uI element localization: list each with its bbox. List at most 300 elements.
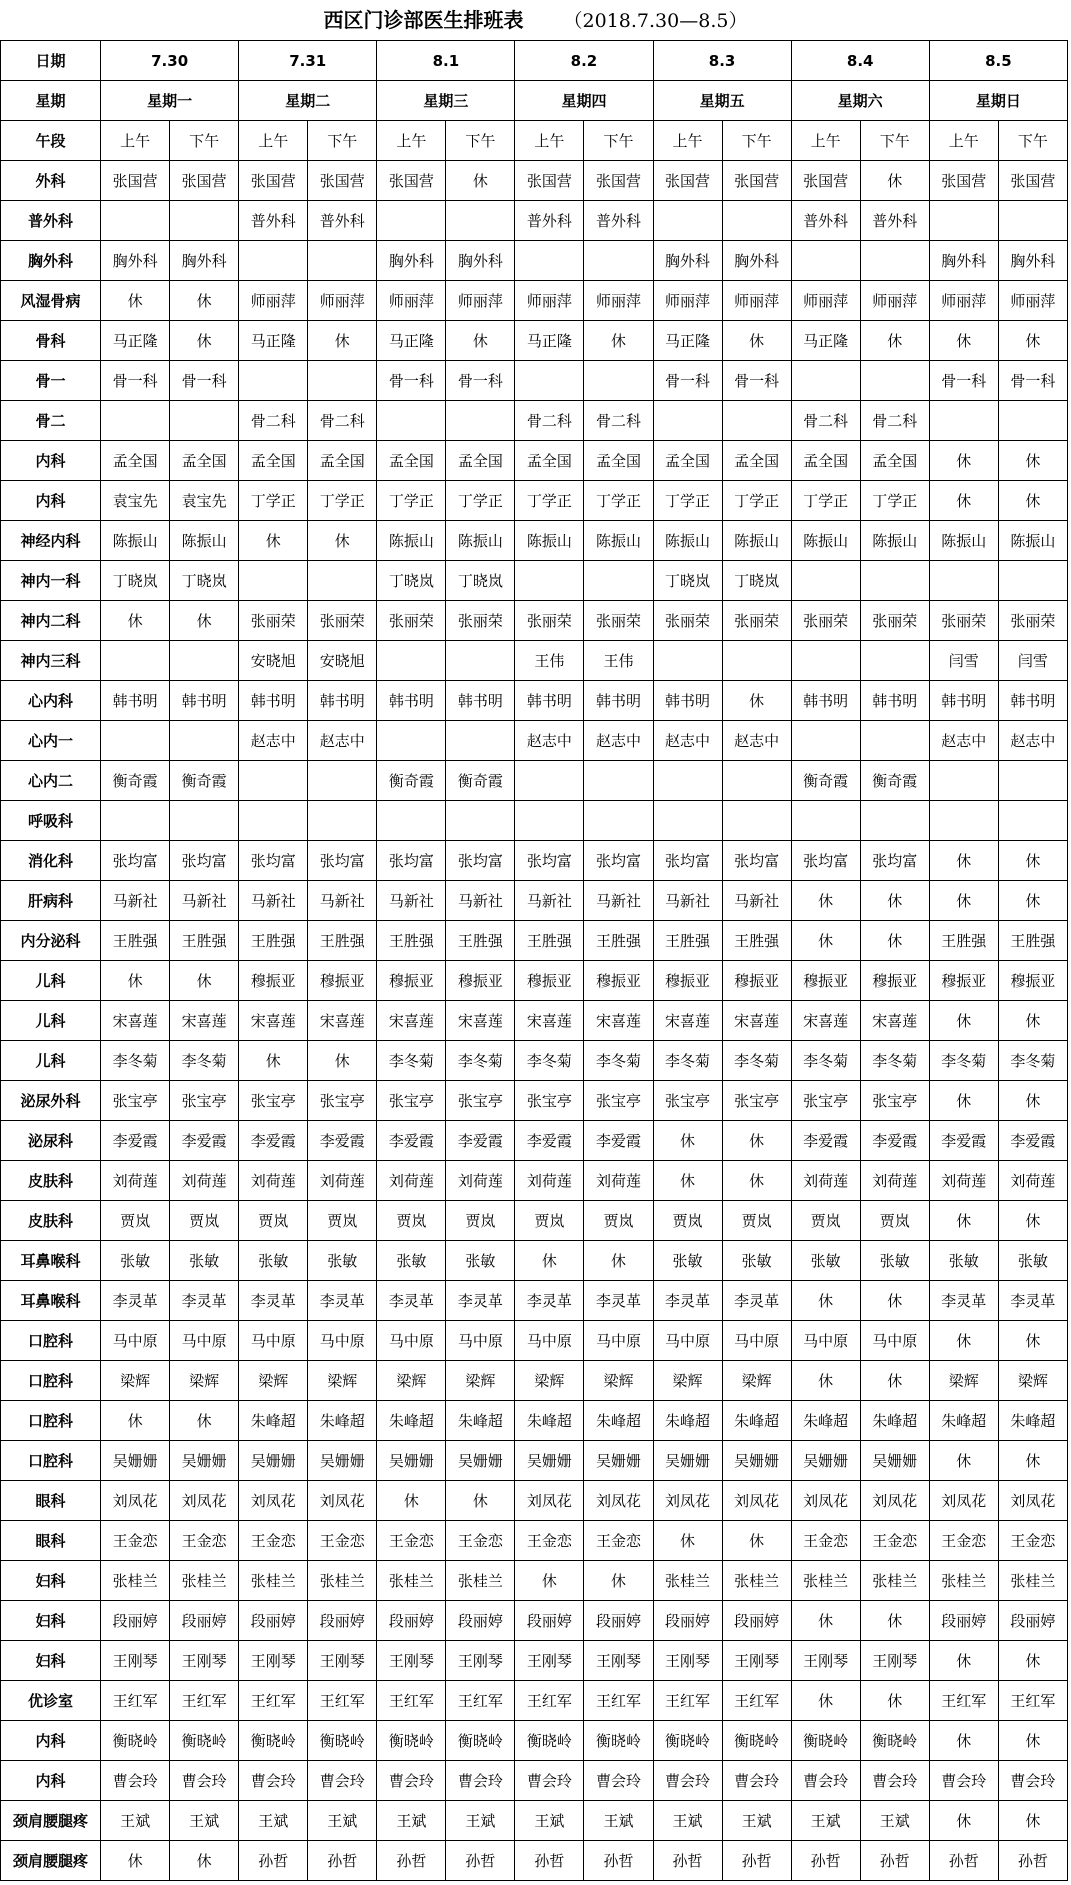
- schedule-cell: 休: [791, 881, 860, 921]
- schedule-cell: [239, 241, 308, 281]
- schedule-cell: 张国营: [170, 161, 239, 201]
- schedule-cell: [446, 401, 515, 441]
- schedule-cell: 休: [860, 1681, 929, 1721]
- period-am: 上午: [377, 121, 446, 161]
- schedule-cell: 休: [308, 321, 377, 361]
- schedule-cell: 休: [170, 321, 239, 361]
- schedule-cell: 刘荷莲: [515, 1161, 584, 1201]
- schedule-cell: [446, 641, 515, 681]
- table-row: [1, 601, 1068, 641]
- schedule-cell: 休: [170, 961, 239, 1001]
- schedule-cell: 刘凤花: [584, 1481, 653, 1521]
- schedule-cell: [929, 761, 998, 801]
- schedule-cell: 张敏: [653, 1241, 722, 1281]
- schedule-cell: [653, 201, 722, 241]
- schedule-cell: 张桂兰: [791, 1561, 860, 1601]
- schedule-cell: 韩书明: [860, 681, 929, 721]
- schedule-cell: 骨一科: [101, 361, 170, 401]
- schedule-cell: 丁学正: [722, 481, 791, 521]
- table-row: [1, 481, 1068, 521]
- schedule-cell: 休: [653, 1121, 722, 1161]
- schedule-cell: 闫雪: [998, 641, 1067, 681]
- schedule-cell: 刘荷莲: [791, 1161, 860, 1201]
- schedule-cell: [584, 361, 653, 401]
- schedule-cell: 师丽萍: [929, 281, 998, 321]
- schedule-cell: [515, 801, 584, 841]
- schedule-cell: 孙哲: [515, 1841, 584, 1881]
- schedule-cell: 刘凤花: [239, 1481, 308, 1521]
- schedule-cell: 王红军: [308, 1681, 377, 1721]
- schedule-cell: 丁学正: [860, 481, 929, 521]
- schedule-cell: 王金恋: [101, 1521, 170, 1561]
- schedule-cell: 张均富: [101, 841, 170, 881]
- schedule-cell: 张桂兰: [929, 1561, 998, 1601]
- table-row: [1, 281, 1068, 321]
- schedule-cell: 王胜强: [929, 921, 998, 961]
- schedule-cell: [860, 721, 929, 761]
- schedule-cell: 休: [584, 1561, 653, 1601]
- schedule-cell: 衡晓岭: [515, 1721, 584, 1761]
- period-am: 上午: [515, 121, 584, 161]
- department-label: 风湿骨病: [1, 281, 101, 321]
- schedule-cell: 张宝亭: [722, 1081, 791, 1121]
- schedule-cell: 休: [860, 881, 929, 921]
- schedule-cell: 宋喜莲: [722, 1001, 791, 1041]
- schedule-cell: 曹会玲: [170, 1761, 239, 1801]
- schedule-cell: 张国营: [653, 161, 722, 201]
- schedule-cell: 陈振山: [584, 521, 653, 561]
- page-title: [0, 0, 1071, 40]
- schedule-cell: 普外科: [584, 201, 653, 241]
- schedule-cell: 普外科: [239, 201, 308, 241]
- schedule-cell: 孟全国: [170, 441, 239, 481]
- schedule-cell: 王金恋: [584, 1521, 653, 1561]
- schedule-cell: 梁辉: [653, 1361, 722, 1401]
- table-row: [1, 1401, 1068, 1441]
- table-row: [1, 1241, 1068, 1281]
- schedule-cell: 休: [929, 1201, 998, 1241]
- date-cell: 7.30: [101, 41, 239, 81]
- schedule-cell: 胸外科: [446, 241, 515, 281]
- table-row: [1, 1841, 1068, 1881]
- schedule-cell: 吴姗姗: [515, 1441, 584, 1481]
- schedule-cell: 朱峰超: [377, 1401, 446, 1441]
- schedule-cell: 马新社: [101, 881, 170, 921]
- schedule-cell: 休: [308, 521, 377, 561]
- schedule-cell: 马中原: [791, 1321, 860, 1361]
- period-row: [1, 121, 1068, 161]
- schedule-cell: 李爱霞: [998, 1121, 1067, 1161]
- department-label: 内科: [1, 1761, 101, 1801]
- schedule-cell: [722, 641, 791, 681]
- schedule-cell: 休: [584, 1241, 653, 1281]
- date-range: （2018.7.30—8.5）: [563, 10, 748, 32]
- schedule-cell: 陈振山: [998, 521, 1067, 561]
- schedule-cell: 贾岚: [584, 1201, 653, 1241]
- schedule-cell: 张均富: [308, 841, 377, 881]
- schedule-cell: 师丽萍: [515, 281, 584, 321]
- schedule-cell: [170, 401, 239, 441]
- period-label: 午段: [1, 121, 101, 161]
- schedule-cell: 韩书明: [308, 681, 377, 721]
- schedule-cell: 朱峰超: [860, 1401, 929, 1441]
- schedule-cell: 李灵革: [446, 1281, 515, 1321]
- schedule-cell: 朱峰超: [929, 1401, 998, 1441]
- schedule-cell: 孙哲: [929, 1841, 998, 1881]
- schedule-cell: 张国营: [101, 161, 170, 201]
- schedule-cell: 陈振山: [101, 521, 170, 561]
- schedule-cell: 张丽荣: [653, 601, 722, 641]
- department-label: 神内三科: [1, 641, 101, 681]
- schedule-cell: 骨一科: [722, 361, 791, 401]
- schedule-cell: 梁辉: [170, 1361, 239, 1401]
- schedule-cell: 师丽萍: [584, 281, 653, 321]
- schedule-cell: 张宝亭: [653, 1081, 722, 1121]
- period-am: 上午: [653, 121, 722, 161]
- schedule-cell: [515, 561, 584, 601]
- schedule-cell: [239, 561, 308, 601]
- schedule-cell: 宋喜莲: [239, 1001, 308, 1041]
- schedule-cell: [101, 201, 170, 241]
- schedule-cell: 张宝亭: [446, 1081, 515, 1121]
- schedule-cell: 胸外科: [929, 241, 998, 281]
- table-row: [1, 761, 1068, 801]
- schedule-cell: 王红军: [929, 1681, 998, 1721]
- schedule-cell: 张国营: [722, 161, 791, 201]
- schedule-cell: [170, 801, 239, 841]
- schedule-cell: 王胜强: [170, 921, 239, 961]
- schedule-cell: 休: [101, 281, 170, 321]
- schedule-cell: 刘荷莲: [239, 1161, 308, 1201]
- schedule-cell: 衡奇霞: [446, 761, 515, 801]
- schedule-cell: 吴姗姗: [722, 1441, 791, 1481]
- schedule-cell: 陈振山: [653, 521, 722, 561]
- schedule-cell: 普外科: [791, 201, 860, 241]
- date-label: 日期: [1, 41, 101, 81]
- schedule-cell: 张均富: [860, 841, 929, 881]
- schedule-cell: 李爱霞: [860, 1121, 929, 1161]
- schedule-cell: 休: [998, 1641, 1067, 1681]
- schedule-cell: 赵志中: [653, 721, 722, 761]
- period-am: 上午: [791, 121, 860, 161]
- department-label: 泌尿外科: [1, 1081, 101, 1121]
- schedule-cell: [791, 801, 860, 841]
- schedule-cell: [170, 201, 239, 241]
- schedule-cell: [308, 361, 377, 401]
- schedule-cell: 骨二科: [515, 401, 584, 441]
- schedule-cell: 赵志中: [722, 721, 791, 761]
- schedule-cell: 赵志中: [308, 721, 377, 761]
- period-pm: 下午: [446, 121, 515, 161]
- schedule-cell: 王红军: [515, 1681, 584, 1721]
- schedule-cell: 张国营: [239, 161, 308, 201]
- schedule-cell: 张国营: [308, 161, 377, 201]
- department-label: 妇科: [1, 1561, 101, 1601]
- schedule-cell: 李灵革: [998, 1281, 1067, 1321]
- schedule-cell: 师丽萍: [377, 281, 446, 321]
- schedule-cell: [308, 561, 377, 601]
- schedule-cell: 王伟: [584, 641, 653, 681]
- schedule-cell: [239, 361, 308, 401]
- schedule-cell: 休: [239, 521, 308, 561]
- schedule-cell: 王金恋: [998, 1521, 1067, 1561]
- schedule-cell: 衡奇霞: [377, 761, 446, 801]
- schedule-cell: 刘凤花: [722, 1481, 791, 1521]
- schedule-cell: 孟全国: [515, 441, 584, 481]
- schedule-cell: 丁学正: [515, 481, 584, 521]
- schedule-cell: 休: [929, 1641, 998, 1681]
- schedule-cell: 张丽荣: [791, 601, 860, 641]
- department-label: 泌尿科: [1, 1121, 101, 1161]
- schedule-cell: 曹会玲: [791, 1761, 860, 1801]
- schedule-cell: 刘凤花: [929, 1481, 998, 1521]
- schedule-cell: [584, 801, 653, 841]
- schedule-cell: 孟全国: [239, 441, 308, 481]
- schedule-cell: [929, 201, 998, 241]
- department-label: 内科: [1, 481, 101, 521]
- department-label: 骨二: [1, 401, 101, 441]
- schedule-cell: 衡奇霞: [791, 761, 860, 801]
- schedule-cell: 张国营: [515, 161, 584, 201]
- period-pm: 下午: [860, 121, 929, 161]
- schedule-cell: 休: [998, 1321, 1067, 1361]
- date-cell: 8.1: [377, 41, 515, 81]
- schedule-cell: 丁晓岚: [722, 561, 791, 601]
- schedule-cell: 丁晓岚: [101, 561, 170, 601]
- date-cell: 7.31: [239, 41, 377, 81]
- schedule-cell: 休: [929, 321, 998, 361]
- schedule-cell: 骨一科: [998, 361, 1067, 401]
- schedule-cell: 丁学正: [308, 481, 377, 521]
- table-row: [1, 521, 1068, 561]
- schedule-cell: 胸外科: [998, 241, 1067, 281]
- schedule-cell: 贾岚: [446, 1201, 515, 1241]
- department-label: 口腔科: [1, 1441, 101, 1481]
- schedule-cell: [722, 761, 791, 801]
- department-label: 儿科: [1, 1041, 101, 1081]
- table-row: [1, 921, 1068, 961]
- schedule-cell: 李灵革: [515, 1281, 584, 1321]
- schedule-cell: 张桂兰: [101, 1561, 170, 1601]
- schedule-cell: 袁宝先: [170, 481, 239, 521]
- period-pm: 下午: [722, 121, 791, 161]
- schedule-cell: 衡晓岭: [377, 1721, 446, 1761]
- schedule-cell: 王刚琴: [515, 1641, 584, 1681]
- schedule-cell: 王斌: [170, 1801, 239, 1841]
- schedule-cell: 衡晓岭: [101, 1721, 170, 1761]
- schedule-cell: 王金恋: [791, 1521, 860, 1561]
- schedule-cell: 梁辉: [998, 1361, 1067, 1401]
- schedule-cell: 李爱霞: [308, 1121, 377, 1161]
- schedule-cell: 张敏: [170, 1241, 239, 1281]
- department-label: 妇科: [1, 1641, 101, 1681]
- schedule-cell: 李爱霞: [515, 1121, 584, 1161]
- schedule-cell: 曹会玲: [653, 1761, 722, 1801]
- schedule-cell: 马中原: [860, 1321, 929, 1361]
- schedule-cell: 休: [791, 921, 860, 961]
- schedule-cell: [929, 561, 998, 601]
- schedule-cell: 刘荷莲: [308, 1161, 377, 1201]
- schedule-cell: 休: [791, 1281, 860, 1321]
- table-row: [1, 841, 1068, 881]
- schedule-cell: 王斌: [377, 1801, 446, 1841]
- table-row: [1, 881, 1068, 921]
- schedule-cell: 宋喜莲: [860, 1001, 929, 1041]
- schedule-cell: 刘凤花: [860, 1481, 929, 1521]
- schedule-cell: 休: [929, 1721, 998, 1761]
- schedule-cell: 丁学正: [584, 481, 653, 521]
- schedule-cell: 张丽荣: [998, 601, 1067, 641]
- schedule-cell: 孟全国: [377, 441, 446, 481]
- schedule-cell: 曹会玲: [929, 1761, 998, 1801]
- schedule-cell: 李爱霞: [170, 1121, 239, 1161]
- department-label: 骨一: [1, 361, 101, 401]
- weekday-cell: 星期三: [377, 81, 515, 121]
- schedule-cell: 休: [239, 1041, 308, 1081]
- schedule-cell: 衡晓岭: [446, 1721, 515, 1761]
- schedule-cell: 胸外科: [377, 241, 446, 281]
- department-label: 口腔科: [1, 1361, 101, 1401]
- schedule-cell: [860, 801, 929, 841]
- schedule-cell: 穆振亚: [929, 961, 998, 1001]
- department-label: 颈肩腰腿疼: [1, 1841, 101, 1881]
- schedule-cell: 休: [860, 1361, 929, 1401]
- schedule-cell: 孙哲: [239, 1841, 308, 1881]
- table-row: [1, 1321, 1068, 1361]
- schedule-cell: 孙哲: [722, 1841, 791, 1881]
- schedule-cell: 张均富: [791, 841, 860, 881]
- schedule-cell: 马中原: [239, 1321, 308, 1361]
- schedule-cell: 贾岚: [722, 1201, 791, 1241]
- schedule-cell: 赵志中: [929, 721, 998, 761]
- schedule-cell: 王刚琴: [584, 1641, 653, 1681]
- schedule-cell: 张敏: [101, 1241, 170, 1281]
- schedule-cell: 张宝亭: [584, 1081, 653, 1121]
- schedule-cell: 孙哲: [446, 1841, 515, 1881]
- schedule-cell: 张均富: [722, 841, 791, 881]
- schedule-cell: 刘凤花: [101, 1481, 170, 1521]
- department-label: 儿科: [1, 961, 101, 1001]
- schedule-cell: [446, 801, 515, 841]
- schedule-cell: [860, 241, 929, 281]
- schedule-cell: 休: [998, 1201, 1067, 1241]
- table-row: [1, 1681, 1068, 1721]
- schedule-cell: 李冬菊: [101, 1041, 170, 1081]
- schedule-cell: 孟全国: [722, 441, 791, 481]
- schedule-cell: 休: [722, 1521, 791, 1561]
- schedule-cell: 朱峰超: [239, 1401, 308, 1441]
- schedule-cell: 李冬菊: [791, 1041, 860, 1081]
- schedule-cell: 马新社: [446, 881, 515, 921]
- schedule-cell: 曹会玲: [722, 1761, 791, 1801]
- table-row: [1, 1361, 1068, 1401]
- schedule-cell: 休: [584, 321, 653, 361]
- schedule-cell: 韩书明: [101, 681, 170, 721]
- schedule-cell: 李灵革: [101, 1281, 170, 1321]
- schedule-cell: 刘荷莲: [860, 1161, 929, 1201]
- schedule-cell: 马新社: [377, 881, 446, 921]
- schedule-cell: 韩书明: [929, 681, 998, 721]
- schedule-cell: [239, 801, 308, 841]
- schedule-cell: 宋喜莲: [791, 1001, 860, 1041]
- schedule-cell: 段丽婷: [446, 1601, 515, 1641]
- schedule-cell: 王红军: [377, 1681, 446, 1721]
- table-row: [1, 1601, 1068, 1641]
- table-row: [1, 321, 1068, 361]
- schedule-cell: 王斌: [791, 1801, 860, 1841]
- schedule-cell: 休: [998, 1441, 1067, 1481]
- department-label: 口腔科: [1, 1321, 101, 1361]
- schedule-cell: 张均富: [446, 841, 515, 881]
- schedule-cell: 段丽婷: [515, 1601, 584, 1641]
- table-row: [1, 441, 1068, 481]
- schedule-cell: 王刚琴: [101, 1641, 170, 1681]
- schedule-cell: 梁辉: [308, 1361, 377, 1401]
- schedule-cell: [308, 801, 377, 841]
- schedule-cell: [791, 361, 860, 401]
- schedule-cell: 张敏: [791, 1241, 860, 1281]
- schedule-cell: 穆振亚: [791, 961, 860, 1001]
- schedule-cell: 张丽荣: [239, 601, 308, 641]
- schedule-cell: 丁晓岚: [653, 561, 722, 601]
- schedule-cell: 休: [446, 1481, 515, 1521]
- schedule-cell: 普外科: [308, 201, 377, 241]
- table-row: [1, 1521, 1068, 1561]
- schedule-cell: [584, 241, 653, 281]
- schedule-cell: 袁宝先: [101, 481, 170, 521]
- schedule-cell: 王斌: [239, 1801, 308, 1841]
- schedule-cell: 张丽荣: [584, 601, 653, 641]
- schedule-cell: 李灵革: [653, 1281, 722, 1321]
- schedule-cell: 陈振山: [791, 521, 860, 561]
- department-label: 眼科: [1, 1521, 101, 1561]
- schedule-cell: 衡晓岭: [860, 1721, 929, 1761]
- schedule-cell: 王刚琴: [791, 1641, 860, 1681]
- schedule-cell: 休: [308, 1041, 377, 1081]
- schedule-cell: 陈振山: [860, 521, 929, 561]
- schedule-cell: [653, 641, 722, 681]
- schedule-cell: 休: [929, 1081, 998, 1121]
- schedule-cell: 孙哲: [998, 1841, 1067, 1881]
- schedule-cell: [791, 241, 860, 281]
- schedule-cell: 王胜强: [653, 921, 722, 961]
- schedule-cell: 段丽婷: [722, 1601, 791, 1641]
- schedule-cell: [722, 201, 791, 241]
- schedule-cell: 孟全国: [308, 441, 377, 481]
- schedule-cell: 李爱霞: [584, 1121, 653, 1161]
- schedule-cell: 休: [929, 1441, 998, 1481]
- schedule-cell: [515, 241, 584, 281]
- schedule-cell: 吴姗姗: [653, 1441, 722, 1481]
- schedule-cell: 赵志中: [998, 721, 1067, 761]
- department-label: 皮肤科: [1, 1161, 101, 1201]
- schedule-cell: 朱峰超: [446, 1401, 515, 1441]
- schedule-cell: [791, 641, 860, 681]
- schedule-cell: 休: [929, 441, 998, 481]
- schedule-cell: 休: [998, 1081, 1067, 1121]
- schedule-cell: [446, 201, 515, 241]
- schedule-cell: 休: [998, 1721, 1067, 1761]
- schedule-cell: 段丽婷: [653, 1601, 722, 1641]
- schedule-cell: 休: [860, 1601, 929, 1641]
- schedule-cell: [515, 361, 584, 401]
- schedule-cell: 师丽萍: [239, 281, 308, 321]
- schedule-cell: 王红军: [722, 1681, 791, 1721]
- table-row: [1, 1161, 1068, 1201]
- schedule-cell: 吴姗姗: [584, 1441, 653, 1481]
- schedule-cell: 丁晓岚: [170, 561, 239, 601]
- schedule-cell: [101, 721, 170, 761]
